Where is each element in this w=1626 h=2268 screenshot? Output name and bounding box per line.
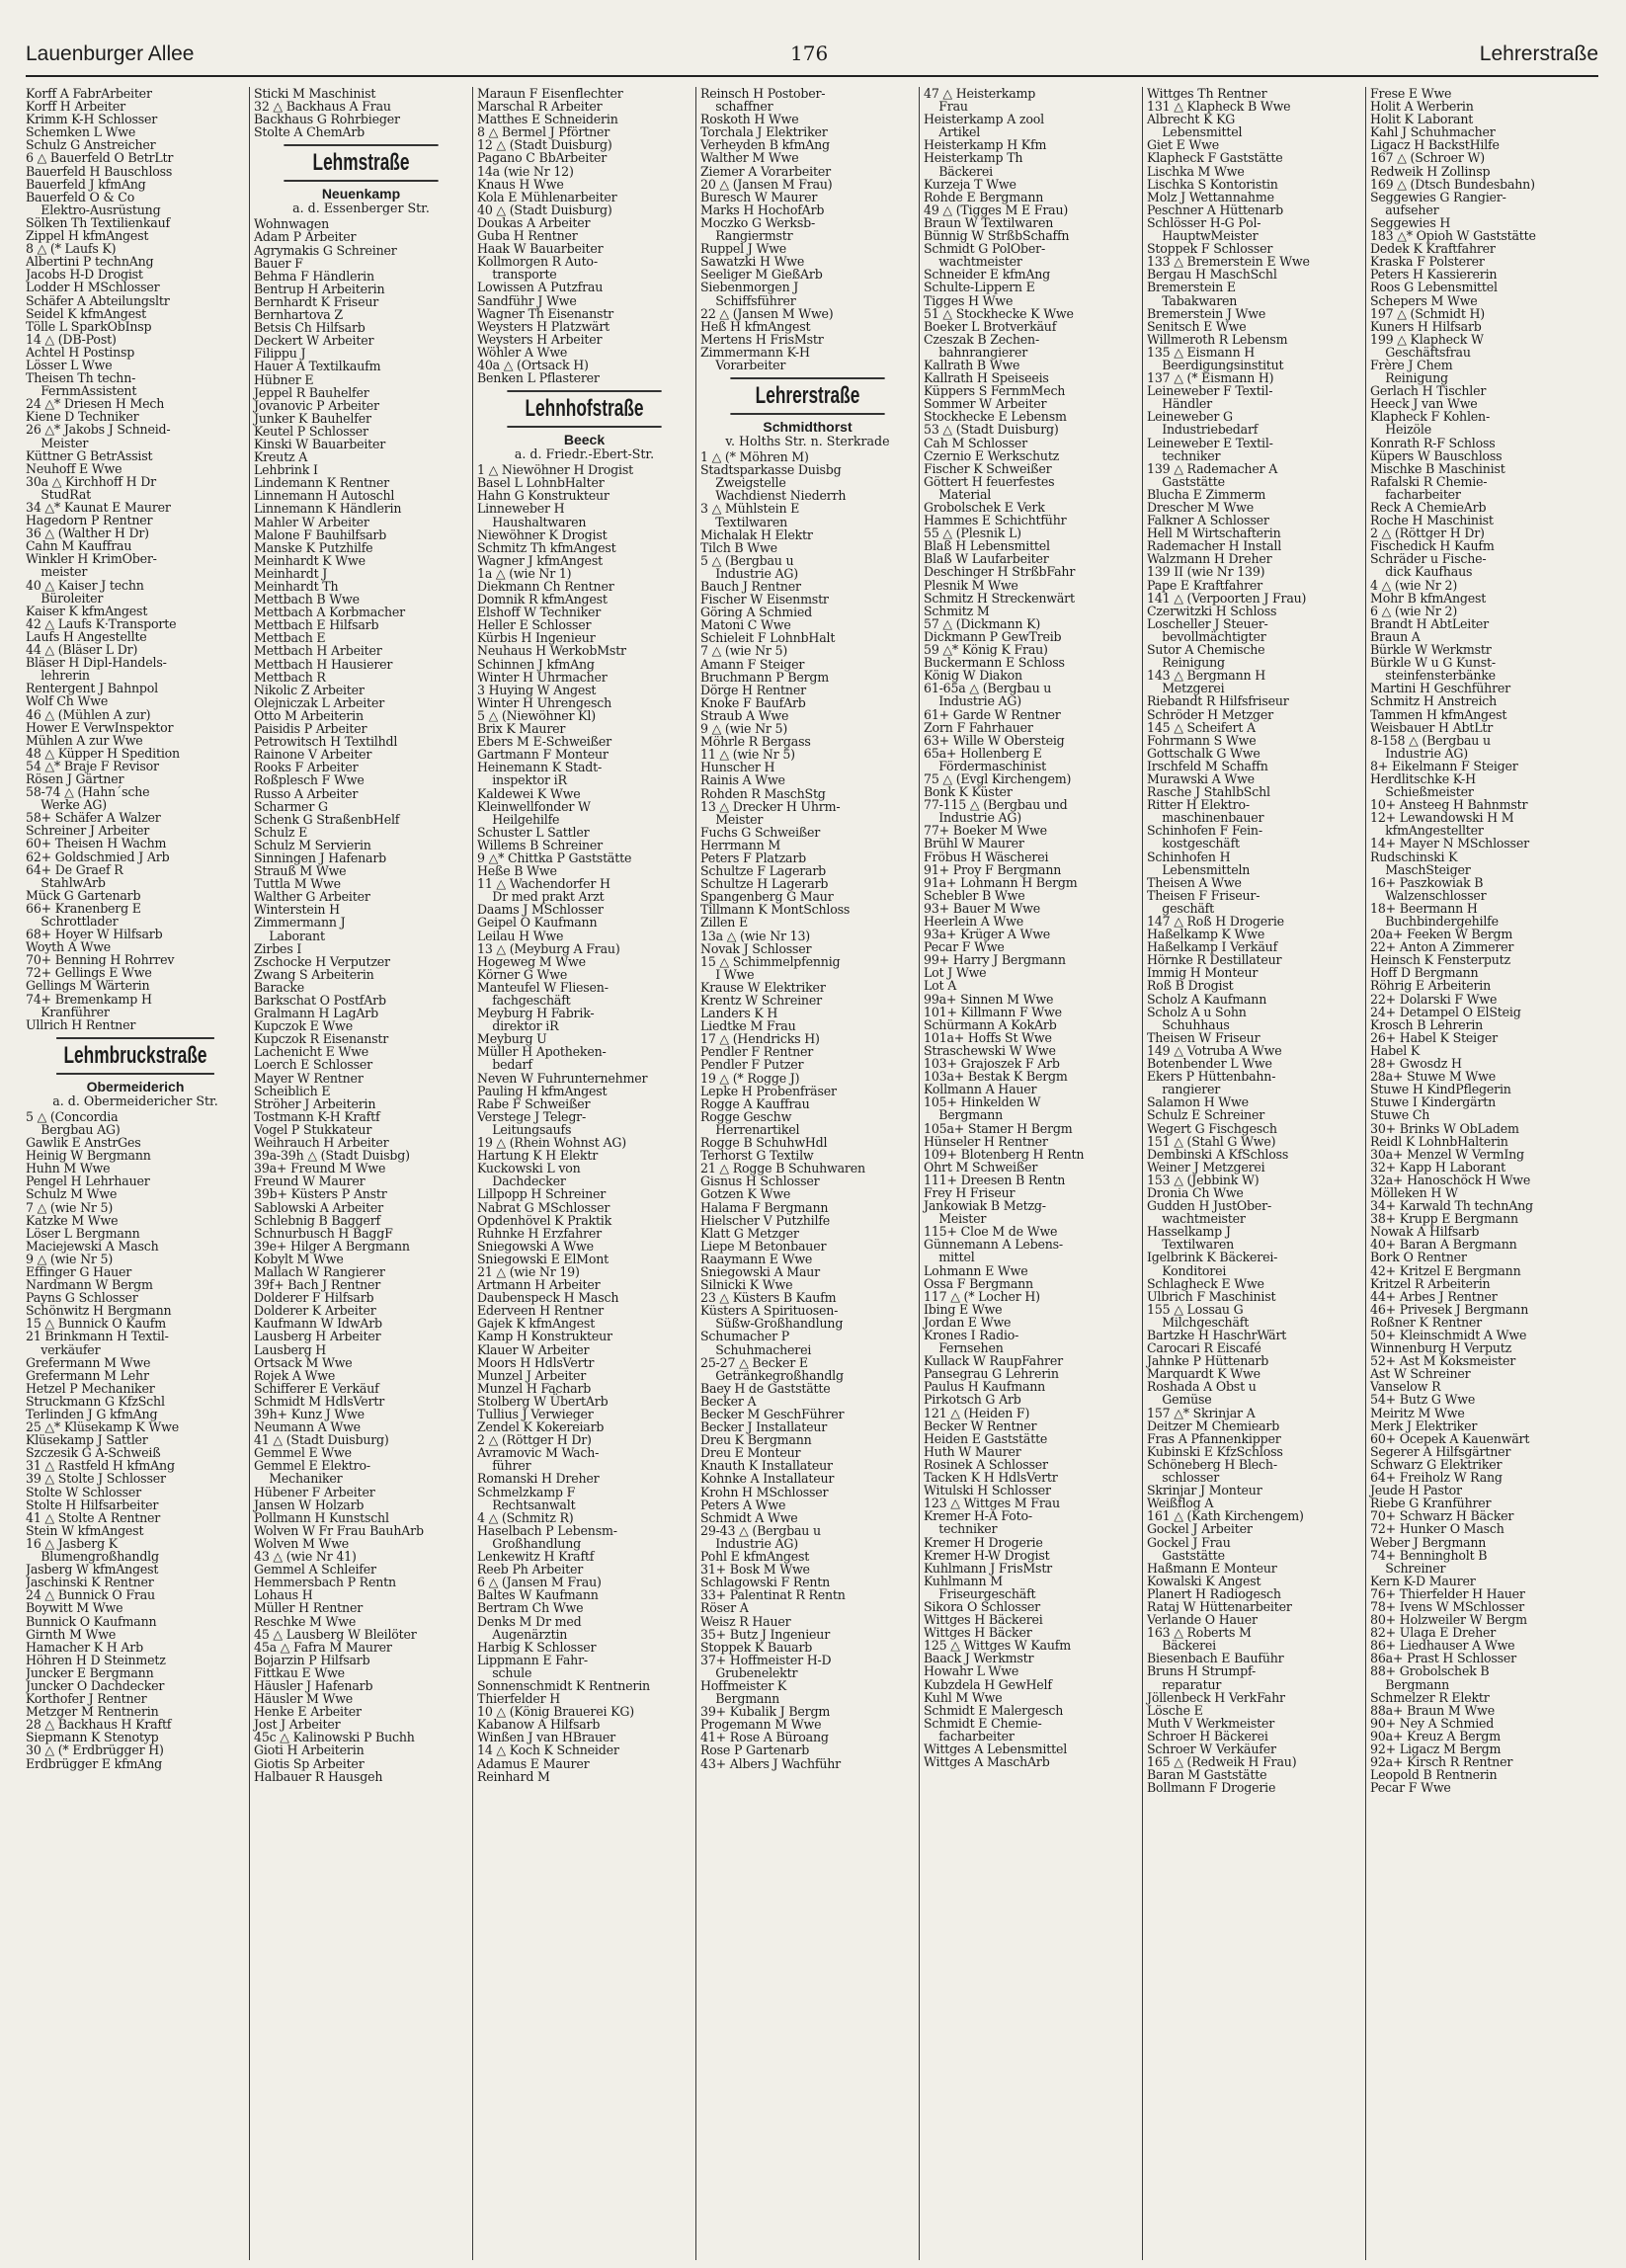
- entries: Wohnwagen Adam P Arbeiter Agrymakis G Schreiner Bauer F Behma F Händlerin Bentrup H Arbeiterin Bernhardt K Friseur Bernhartova Z Betsis Ch Hilfsarb Deckert W Arbeiter Filippu J Hauer A Textilkaufm Hübner E Jeppel R Bauhelfer Jovanovic P Arbeiter Junker K Bauhelfer Keutel P Schlosser Kinski W Bauarbeiter Kreutz A Lehbrink I Lindemann K Rentner Linnemann H Autoschl Linnemann K Händlerin Mahler W Arbeiter Malone F Bauhilfsarb Manske K Putzhilfe Meinhardt K Wwe Meinhardt J Meinhardt Th Mettbach B Wwe Mettbach A Korbmacher Mettbach E Hilfsarb Mettbach E Mettbach H Arbeiter Mettbach H Hausierer Mettbach R Nikolic Z Arbeiter Olejniczak L Arbeiter Otto M Arbeiterin Paisidis P Arbeiter Petrowitsch H Textilhdl Rainone V Arbeiter Rooks F Arbeiter Roßplesch F Wwe Russo A Arbeiter Scharmer G Schenk G StraßenbHelf Schulz E Schulz M Servierin Sinningen J Hafenarb Strauß M Wwe Tuttla M Wwe Walther G Arbeiter Winterstein H Zimmermann J Laborant Zirbes I Zschocke H Verputzer Zwang S Arbeiterin Baracke Barkschat O PostfArb Gralmann H LagArb Kupczok E Wwe Kupczok R Eisenanstr Lachenicht E Wwe Loerch E Schlosser Mayer W Rentner Scheiblich E Ströher J Arbeiterin Tostmann K-H Kraftf Vogel P Stukkateur Weihrauch H Arbeiter 39a-39h △ (Stadt Duisbg) 39a+ Freund M Wwe Freund W Maurer 39b+ Küsters P Anstr Sablowski A Arbeiter Schlebnig B Baggerf Schnurbusch H BaggF 39e+ Hilger A Bergmann Kobylt M Wwe Mallach W Rangierer 39f+ Bach J Rentner Dolderer F Hilfsarb Dolderer K Arbeiter Kaufmann W IdwArb Lausberg H Arbeiter Lausberg H Ortsack M Wwe Rojek A Wwe Schifferer E Verkäuf Schmidt M HdlsVertr 39h+ Kunz J Wwe Neumann A Wwe 41 △ (Stadt Duisburg) Gemmel E Wwe Gemmel E Elektro- Mechaniker Hübener F Arbeiter Jansen W Holzarb Pollmann H Kunstschl Wolven W Fr Frau BauhArb Wolven M Wwe 43 △ (wie Nr 41) Gemmel A Schleifer Hemmersbach P Rentn Lohaus H Müller H Rentner Reschke M Wwe 45 △ Lausberg W Bleilöter 45a △ Fafra M Maurer Bojarzin P Hilfsarb Fittkau E Wwe Häusler J Hafenarb Häusler M Wwe Henke E Arbeiter Jost J Arbeiter 45c △ Kalinowski P Buchh Gioti H Arbeiterin Giotis Sp Arbeiter Halbauer R Hausgeh: [254, 216, 424, 1784]
- district-heading: Neuenkamp: [321, 186, 401, 202]
- entries: Sticki M Maschinist 32 △ Backhaus A Frau Backhaus G Rohrbieger Stolte A ChemArb: [254, 87, 400, 140]
- street-heading: Lehmbruckstraße: [56, 1037, 214, 1075]
- column-7: [1365, 87, 1585, 2260]
- running-header-right: Lehrerstraße: [1479, 42, 1598, 65]
- street-heading: Lehnhofstraße: [507, 390, 661, 428]
- header-rule: [26, 75, 1598, 77]
- column-5: [919, 87, 1138, 2260]
- entries: 1 △ Niewöhner H Drogist Basel L LohnbHalter Hahn G Konstrukteur Linneweber H Haushaltwaren Niewöhner K Drogist Schmitz Th kfmAngest Wagner J kfmAngest 1a △ (wie Nr 1) Diekmann Ch Rentner Domnik R kfmAngest Elshoff W Techniker Heller E Schlosser Kürbis H Ingenieur Neuhaus H WerkobMstr Schinnen J kfmAng Winter H Uhrmacher 3 Huying W Angest Winter H Uhrengesch 5 △ (Niewöhner Kl) Brix K Maurer Ebers M E-Schweißer Gartmann F Monteur Heinemann K Stadt- inspektor iR Kaldewei K Wwe Kleinwellfonder W Heilgehilfe Schuster L Sattler Willems B Schreiner 9 △* Chittka P Gaststätte Heße B Wwe 11 △ Wachendorfer H Dr med prakt Arzt Daams J MSchlosser Geipel O Kaufmann Leilau H Wwe 13 △ (Meyburg A Frau) Hogeweg M Wwe Körner G Wwe Manteufel W Fliesen- fachgeschäft Meyburg H Fabrik- direktor iR Meyburg U Müller H Apotheken- bedarf Neven W Fuhrunternehmer Pauling H kfmAngest Rabe F Schweißer Verstege J Telegr- Leitungsaufs 19 △ (Rhein Wohnst AG) Hartung K H Elektr Kuckowski L von Dachdecker Lillpopp H Schreiner Nabrat G MSchlosser Opdenhövel K Praktik Ruhnke H Erzfahrer Sniegowski A Wwe Sniegowski E ElMont 21 △ (wie Nr 19) Artmann H Arbeiter Daubenspeck H Masch Ederveen H Rentner Gajek K kfmAngest Kamp H Konstrukteur Klauer W Arbeiter Moors H HdlsVertr Munzel J Arbeiter Munzel H Facharb Stolberg W ÜbertArb Tullius J Verwieger Zendel K Kokereiarb 2 △ (Röttger H Dr) Avramovic M Wach- führer Romanski H Dreher Schmelzkamp F Rechtsanwalt 4 △ (Schmitz R) Haselbach P Lebensm- Großhandlung Lenkewitz H Kraftf Reeb Ph Arbeiter 6 △ (Jansen M Frau) Baltes W Kaufmann Bertram Ch Wwe Denks M Dr med Augenärztin Harbig K Schlosser Lippmann E Fahr- schule Sonnenschmidt K Rentnerin Thierfelder H 10 △ (König Brauerei KG) Kabanow A Hilfsarb Winßen J van HBrauer 14 △ Koch K Schneider Adamus E Maurer Reinhard M: [477, 462, 650, 1784]
- column-2: [249, 87, 468, 2260]
- street-heading: Lehrerstraße: [730, 377, 884, 415]
- page-number: 176: [790, 41, 829, 65]
- column-3: [472, 87, 691, 2260]
- district-heading: Obermeiderich: [86, 1078, 185, 1094]
- running-header-left: Lauenburger Allee: [26, 42, 195, 65]
- district-subheading: v. Holths Str. n. Sterkrade: [725, 434, 890, 449]
- entries: Maraun F Eisenflechter Marschal R Arbeiter Matthes E Schneiderin 8 △ Bermel J Pförtner 12 △ (Stadt Duisburg) Pagano C BbArbeiter 14a (wie Nr 12) Knaus H Wwe Kola E Mühlenarbeiter 40 △ (Stadt Duisburg) Doukas A Arbeiter Guba H Rentner Haak W Bauarbeiter Kollmorgen R Auto- transporte Lowissen A Putzfrau Sandführ J Wwe Wagner Th Eisenanstr Weysters H Platzwärt Weysters H Arbeiter Wöhler A Wwe 40a △ (Ortsack H) Benken L Pflasterer: [477, 87, 623, 386]
- column-6: [1142, 87, 1361, 2260]
- directory-columns: [26, 87, 1598, 2260]
- entries: 5 △ (Concordia Bergbau AG) Gawlik E AnstrGes Heinig W Bergmann Huhn M Wwe Pengel H Lehrhauer Schulz M Wwe 7 △ (wie Nr 5) Katzke M Wwe Löser L Bergmann Maciejewski A Masch 9 △ (wie Nr 5) Effinger G Hauer Nardmann W Bergm Payns G Schlosser Schönwitz H Bergmann 15 △ Bunnick O Kaufm 21 Brinkmann H Textil- verkäufer Grefermann M Wwe Grefermann M Lehr Hetzel P Mechaniker Struckmann G KfzSchl Terlinden J G kfmAng 25 △* Klüsekamp K Wwe Klüsekamp J Sattler Szczesik G A-Schweiß 31 △ Rastfeld H kfmAng 39 △ Stolte J Schlosser Stolte W Schlosser Stolte H Hilfsarbeiter 41 △ Stolte A Rentner Stein W kfmAngest 16 △ Jasberg K Blumengroßhandlg Jasberg W kfmAngest Jaschinski K Rentner 24 △ Bunnick O Frau Boywitt M Wwe Bunnick O Kaufmann Girnth M Wwe Hamacher K H Arb Höhren H D Steinmetz Juncker E Bergmann Juncker O Dachdecker Korthofer J Rentner Metzger M Rentnerin 28 △ Backhaus H Kraftf Siepmann K Stenotyp 30 △ (* Erdbrügger H) Erdbrügger E kfmAng: [26, 1108, 180, 1771]
- entries: 1 △ (* Möhren M) Stadtsparkasse Duisbg Zweigstelle Wachdienst Niederrh 3 △ Mühlstein E Textilwaren Michalak H Elektr Tilch B Wwe 5 △ (Bergbau u Industrie AG) Bauch J Rentner Fischer W Eisenmstr Göring A Schmied Matoni C Wwe Schieleit F LohnbHalt 7 △ (wie Nr 5) Amann F Steiger Bruchmann P Bergm Dörge H Rentner Knoke F BaufArb Straub A Wwe 9 △ (wie Nr 5) Möhrle R Bergass 11 △ (wie Nr 5) Hunscher H Rainis A Wwe Rohden R MaschStg 13 △ Drecker H Uhrm- Meister Fuchs G Schweißer Herrmann M Peters F Platzarb Schultze F Lagerarb Schultze H Lagerarb Spangenberg G Maur Tillmann K MontSchloss Zillen E 13a △ (wie Nr 13) Novak J Schlosser 15 △ Schimmelpfennig I Wwe Krause W Elektriker Krentz W Schreiner Landers K H Liedtke M Frau 17 △ (Hendricks H) Pendler F Rentner Pendler F Putzer 19 △ (* Rogge J) Lepke H Probenfräser Rogge A Kauffrau Rogge Geschw Herrenartikel Rogge B SchuhwHdl Terhorst G Textilw 21 △ Rogge B Schuhwaren Gisnus H Schlosser Gotzen K Wwe Halama F Bergmann Hielscher V Putzhilfe Klatt G Metzger Liepe M Betonbauer Raaymann E Wwe Sniegowski A Maur Silnicki K Wwe 23 △ Küsters B Kaufm Küsters A Spirituosen- Süßw-Großhandlung Schumacher P Schuhmacherei 25-27 △ Becker E Getränkegroßhandlg Baey H de Gaststätte Becker A Becker M GeschFührer Becker J Installateur Dreu K Bergmann Dreu E Monteur Knauth K Installateur Kohnke A Installateur Krohn H MSchlosser Peters A Wwe Schmidt A Wwe 29-43 △ (Bergbau u Industrie AG) Pohl E kfmAngest 31+ Bosk M Wwe Schlagowski F Rentn 33+ Palentinat R Rentn Röser A Weisz R Hauer 35+ Butz J Ingenieur Stoppek K Bauarb 37+ Hoffmeister H-D Grubenelektr Hoffmeister K Bergmann 39+ Kubalik J Bergm Progemann M Wwe 41+ Rose A Büroang Rose P Gartenarb 43+ Albers J Wachführ: [700, 449, 865, 1771]
- district-subheading: a. d. Obermeidericher Str.: [52, 1093, 218, 1108]
- street-heading: Lehmstraße: [284, 144, 438, 182]
- district-heading: Beeck: [563, 432, 606, 448]
- district-subheading: a. d. Essenberger Str.: [292, 201, 430, 216]
- entries: Wittges Th Rentner 131 △ Klapheck B Wwe Albrecht K KG Lebensmittel Giet E Wwe Klapheck F Gaststätte Lischka M Wwe Lischka S Kontoristin Molz J Wettannahme Peschner A Hüttenarb Schlösser H-G Pol- HauptwMeister Stoppek F Schlosser 133 △ Bremerstein E Wwe Bergau H MaschSchl Bremerstein E Tabakwaren Bremerstein J Wwe Senitsch E Wwe Willmeroth R Lebensm 135 △ Eismann H Beerdigungsinstitut 137 △ (* Eismann H) Leineweber F Textil- Händler Leineweber G Industriebedarf Leineweber E Textil- techniker 139 △ Rademacher A Gaststätte Blucha E Zimmerm Drescher M Wwe Falkner A Schlosser Hell M Wirtschafterin Rademacher H Install Walzmann H Dreher 139 II (wie Nr 139) Pape E Kraftfahrer 141 △ (Verpoorten J Frau) Czerwitzki H Schloss Loscheller J Steuer- bevollmächtigter Sutor A Chemische Reinigung 143 △ Bergmann H Metzgerei Riebandt R Hilfsfriseur Schröder H Metzger 145 △ Scheifert A Fohrmann S Wwe Gottschalk G Wwe Irschfeld M Schaffn Murawski A Wwe Rasche J StahlbSchl Ritter H Elektro- maschinenbauer Schinhofen F Fein- kostgeschäft Schinhofen H Lebensmitteln Theisen A Wwe Theisen F Friseur- geschäft 147 △ Roß H Drogerie Haßelkamp K Wwe Haßelkamp I Verkäuf Hörnke R Destillateur Immig H Monteur Roß B Drogist Scholz A Kaufmann Scholz A u Sohn Schuhhaus Theisen W Friseur 149 △ Votruba A Wwe Botenbender L Wwe Ekers P Hüttenbahn- rangierer Salamon H Wwe Schulz E Schreiner Wegert G Fischgesch 151 △ (Stahl G Wwe) Dembinski A KfSchloss Weiner J Metzgerei 153 △ (Jebbink W) Dronia Ch Wwe Gudden H JustOber- wachtmeister Hasselkamp J Textilwaren Igelbrink K Bäckerei- Konditorei Schlagheck E Wwe Ulbrich F Maschinist 155 △ Lossau G Milchgeschäft Bartzke H HaschrWärt Carocari R Eiscafé Jahnke P Hüttenarb Marquardt K Wwe Roshada A Obst u Gemüse 157 △* Skrinjar A Deitzer M Chemiearb Fras A Pfannenkipper Kubinski E KfzSchloss Schöneberg H Blech- schlosser Skrinjar J Monteur Weißflog A 161 △ (Kath Kirchengem) Gockel J Arbeiter Gockel J Frau Gaststätte Haßmann E Monteur Kowalski K Angest Planert H Radiogesch Rataj W Hüttenarbeiter Verlande O Hauer 163 △ Roberts M Bäckerei Biesenbach E Bauführ Bruns H Strumpf- reparatur Jöllenbeck H VerkFahr Lösche E Muth V Werkmeister Schroer H Bäckerei Schroer W Verkäufer 165 △ (Redweik H Frau) Baran M Gaststätte Bollmann F Drogerie: [1147, 87, 1310, 1796]
- column-4: [695, 87, 915, 2260]
- district-subheading: a. d. Friedr.-Ebert-Str.: [514, 446, 655, 462]
- entries: Korff A FabrArbeiter Korff H Arbeiter Krimm K-H Schlosser Schemken L Wwe Schulz G Anstreicher 6 △ Bauerfeld O BetrLtr Bauerfeld H Bauschloss Bauerfeld J kfmAng Bauerfeld O & Co Elektro-Ausrüstung Sölken Th Textilienkauf Zippel H kfmAngest 8 △ (* Laufs K) Albertini P technAng Jacobs H-D Drogist Lodder H MSchlosser Schäfer A Abteilungsltr Seidel K kfmAngest Tölle L SparkObInsp 14 △ (DB-Post) Achtel H Postinsp Lösser L Wwe Theisen Th techn- FernmAssistent 24 △* Driesen H Mech Kiene D Techniker 26 △* Jakobs J Schneid- Meister Küttner G BetrAssist Neuhoff E Wwe 30a △ Kirchhoff H Dr StudRat 34 △* Kaunat E Maurer Hagedorn P Rentner 36 △ (Walther H Dr) Cahn M Kauffrau Winkler H KrimOber- meister 40 △ Kaiser J techn Büroleiter Kaiser K kfmAngest 42 △ Laufs K·Transporte Laufs H Angestellte 44 △ (Bläser L Dr) Bläser H Dipl-Handels- lehrerin Rentergent J Bahnpol Wolf Ch Wwe 46 △ (Mühlen A zur) Hower E VerwInspektor Mühlen A zur Wwe 48 △ Küpper H Spedition 54 △* Braje F Revisor Rösen J Gärtner 58-74 △ (Hahn´sche Werke AG) 58+ Schäfer A Walzer Schreiner J Arbeiter 60+ Theisen H Wachm 62+ Goldschmied J Arb 64+ De Graef R StahlwArb Mück G Gartenarb 66+ Kranenberg E Schrottlader 68+ Hoyer W Hilfsarb Woyth A Wwe 70+ Benning H Rohrrev 72+ Gellings E Wwe Gellings M Wärterin 74+ Bremenkamp H Kranführer Ullrich H Rentner: [26, 87, 180, 1032]
- district-heading: Schmidthorst: [763, 419, 853, 436]
- column-1: [26, 87, 245, 2260]
- entries: Frese E Wwe Holit A Werberin Holit K Laborant Kahl J Schuhmacher Ligacz H BackstHilfe 167 △ (Schroer W) Redweik H Zollinsp 169 △ (Dtsch Bundesbahn) Seggewies G Rangier- aufseher Seggewies H 183 △* Opioh W Gaststätte Dedek K Kraftfahrer Kraska F Polsterer Peters H Kassiererin Roos G Lebensmittel Schepers M Wwe 197 △ (Schmidt H) Kuners H Hilfsarb 199 △ Klapheck W Geschäftsfrau Frère J Chem Reinigung Gerlach H Tischler Heeck J van Wwe Klapheck F Kohlen- Heizöle Konrath R-F Schloss Küpers W Bauschloss Mischke B Maschinist Rafalski R Chemie- facharbeiter Reck A ChemieArb Roche H Maschinist 2 △ (Röttger H Dr) Fischedick H Kaufm Schräder u Fische- dick Kaufhaus 4 △ (wie Nr 2) Mohr B kfmAngest 6 △ (wie Nr 2) Brandt H AbtLeiter Braun A Bürkle W Werkmstr Bürkle W u G Kunst- steinfensterbänke Martini H Geschführer Schmitz H Anstreich Tammen H kfmAngest Weisbauer H AbtLtr 8-158 △ (Bergbau u Industrie AG) 8+ Eikelmann F Steiger Herdlitschke K-H Schießmeister 10+ Ansteeg H Bahnmstr 12+ Lewandowski H M kfmAngestellter 14+ Mayer N MSchlosser Rudschinski K MaschSteiger 16+ Paszkowiak B Walzenschlosser 18+ Beermann H Buchbindergehilfe 20a+ Feeken W Bergm 22+ Anton A Zimmerer Heinsch K Fensterputz Hoff D Bergmann Röhrig E Arbeiterin 22+ Dolarski F Wwe 24+ Detampel O ElSteig Krosch B Lehrerin 26+ Habel K Steiger Habel K 28+ Gwosdz H 28a+ Stuwe M Wwe Stuwe H KindPflegerin Stuwe I Kindergärtn Stuwe Ch 30+ Brinks W ObLadem Reidl K LohnbHalterin 30a+ Menzel W VermIng 32+ Kapp H Laborant 32a+ Hanoschöck H Wwe Mölleken H W 34+ Karwald Th technAng 38+ Krupp E Bergmann Nowak A Hilfsarb 40+ Baran A Bergmann Bork O Rentner 42+ Kritzel E Bergmann Kritzel R Arbeiterin 44+ Arbes J Rentner 46+ Privesek J Bergmann Roßner K Rentner 50+ Kleinschmidt A Wwe Winnenburg H Verputz 52+ Ast M Koksmeister Ast W Schreiner Vanselow R 54+ Butz G Wwe Meiritz M Wwe Merk J Elektriker 60+ Ocepek A Kauenwärt Segerer A Hilfsgärtner Schwarz G Elektriker 64+ Freiholz W Rang Jeude H Pastor Riebe G Kranführer 70+ Schwarz H Bäcker 72+ Hunker O Masch Weber J Bergmann 74+ Benningholt B Schreiner Kern K-D Maurer 76+ Thierfelder H Hauer 78+ Ivens W MSchlosser 80+ Holzweiler W Bergm 82+ Ulaga E Dreher 86+ Liedhauser A Wwe 86a+ Prast H Schlosser 88+ Grobolschek B Bergmann Schmelzer R Elektr 88a+ Braun M Wwe 90+ Ney A Schmied 90a+ Kreuz A Bergm 92+ Ligacz M Bergm 92a+ Kirsch R Rentner Leopold B Rentnerin Pecar F Wwe: [1370, 87, 1536, 1796]
- entries: 47 △ Heisterkamp Frau Heisterkamp A zool Artikel Heisterkamp H Kfm Heisterkamp Th Bäckerei Kurzeja T Wwe Rohde E Bergmann 49 △ (Tigges M E Frau) Braun W Textilwaren Bünnig W StrßbSchaffn Schmidt G PolOber- wachtmeister Schneider E kfmAng Schulte-Lippern E Tigges H Wwe 51 △ Stockhecke K Wwe Boeker L Brotverkäuf Czeszak B Zechen- bahnrangierer Kallrath B Wwe Kallrath H Speiseeis Küppers S FernmMech Sommer W Arbeiter Stockhecke E Lebensm 53 △ (Stadt Duisburg) Cah M Schlosser Czernio E Werkschutz Fischer K Schweißer Göttert H feuerfestes Material Grobolschek E Verk Hammes E Schichtführ 55 △ (Plesnik L) Blaß H Lebensmittel Blaß W Laufarbeiter Deschinger H StrßbFahr Plesnik M Wwe Schmitz H Streckenwärt Schmitz M 57 △ (Dickmann K) Dickmann P GewTreib 59 △* König K Frau) Buckermann E Schloss König W Diakon 61-65a △ (Bergbau u Industrie AG) 61+ Garde W Rentner Zorn F Fahrhauer 63+ Wille W Obersteig 65a+ Hollenberg E Fördermaschinist 75 △ (Evgl Kirchengem) Bonk K Küster 77-115 △ (Bergbau und Industrie AG) 77+ Boeker M Wwe Brühl W Maurer Fröbus H Wäscherei 91+ Proy F Bergmann 91a+ Lohmann H Bergm Schebler B Wwe 93+ Bauer M Wwe Heerlein A Wwe 93a+ Krüger A Wwe Pecar F Wwe 99+ Harry J Bergmann Lot J Wwe Lot A 99a+ Sinnen M Wwe 101+ Killmann F Wwe Schürmann A KokArb 101a+ Hoffs St Wwe Straschewski W Wwe 103+ Grajoszek F Arb 103a+ Bestak K Bergm Kollmann A Hauer 105+ Hinkelden W Bergmann 105a+ Stamer H Bergm Hünseler H Rentner 109+ Blotenberg H Rentn Ohrt M Schweißer 111+ Dreesen B Rentn Frey H Friseur Jankowiak B Metzg- Meister 115+ Cloe M de Wwe Günnemann A Lebens- mittel Lohmann E Wwe Ossa F Bergmann 117 △ (* Locher H) Ibing E Wwe Jordan E Wwe Krones I Radio- Fernsehen Kullack W RaupFahrer Pansegrau G Lehrerin Paulus H Kaufmann Pirkotsch G Arb 121 △ (Heiden F) Becker W Rentner Heiden E Gaststätte Huth W Maurer Rosinek A Schlosser Tacken K H HdlsVertr Witulski H Schlosser 123 △ Wittges M Frau Kremer H-A Foto- techniker Kremer H Drogerie Kremer H-W Drogist Kuhlmann J FrisMstr Kuhlmann M Friseurgeschäft Sikora O Schlosser Wittges H Bäckerei Wittges H Bäcker 125 △ Wittges W Kaufm Baack J Werkmstr Howahr L Wwe Kubzdela H GewHelf Kuhl M Wwe Schmidt E Malergesch Schmidt E Chemie- facharbeiter Wittges A Lebensmittel Wittges A MaschArb: [924, 87, 1085, 1770]
- entries: Reinsch H Postober- schaffner Roskoth H Wwe Torchala J Elektriker Verheyden B kfmAng Walther M Wwe Ziemer A Vorarbeiter 20 △ (Jansen M Frau) Buresch W Maurer Marks H HochofArb Moczko G Werksb- Rangiermstr Ruppel J Wwe Sawatzki H Wwe Seeliger M GießArb Siebenmorgen J Schiffsführer 22 △ (Jansen M Wwe) Heß H kfmAngest Mertens H FrisMstr Zimmermann K-H Vorarbeiter: [700, 87, 834, 372]
